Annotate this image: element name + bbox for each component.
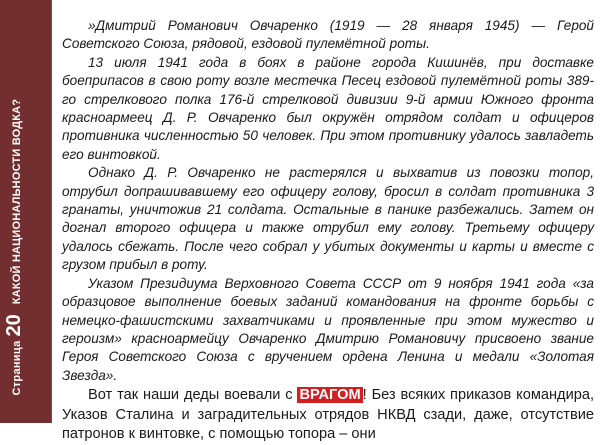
page-word: Страница: [11, 340, 23, 396]
conclusion-text-end: ! Без всяких приказов командира, Указов Сталина и заградительных отрядов НКВД сзади, даже, отсутствие патронов к винтовке, с помощью топора – они: [62, 387, 595, 443]
article-body: [62, 17, 594, 445]
article-paragraph-intro: »Дмитрий Романович Овчаренко (1919 — 28 января 1945) — Герой Советского Союза, рядовой, ездовой пулемётной роты.: [62, 18, 594, 52]
article-paragraph-axe: Однако Д. Р. Овчаренко не растерялся и выхватив из повозки топор, отрубил допрашивавшему его офицеру голову, бросил в солдат противника 3 гранаты, уничтожив 21 солдата. Остальные в панике разбежались. Затем он догнал второго офицера и также отрубил ему голову. Третьему офицеру удалось сбежать. После чего собрал у убитых документы и карты и вместе с грузом прибыл в роту.: [62, 165, 594, 273]
article-paragraph-decree: Указом Президиума Верховного Совета СССР от 9 ноября 1941 года «за образцовое выполнение боевых заданий командования на фронте борьбы с немецко-фашистскими захватчиками и проявленные при этом мужество и героизм» красноармейцу Овчаренко Дмитрию Романовичу присвоено звание Героя Советского Союза с вручением ордена Ленина и медали «Золотая Звезда».: [62, 275, 594, 383]
article-paragraph-battle: 13 июля 1941 года в боях в районе города Кишинёв, при доставке боеприпасов в свою роту возле местечка Песец ездовой пулемётной роты 389-го стрелкового полка 176-й стрелковой дивизии 9-й армии Южного фронта красноармеец Д. Р. Овчаренко был окружён отрядом солдат и офицеров противника численностью 50 человек. При этом противнику удалось завладеть его винтовкой.: [62, 54, 594, 162]
sidebar-label: [3, 99, 26, 396]
page-number: 20: [3, 314, 25, 337]
article-paragraph-conclusion: [62, 386, 594, 445]
conclusion-text-start: Вот так наши деды воевали с: [88, 387, 298, 404]
sidebar: [0, 0, 52, 423]
highlight-enemy: ВРАГОМ: [299, 387, 361, 404]
section-title: КАКОЙ НАЦИОНАЛЬНОСТИ ВОДКА?: [11, 98, 23, 305]
